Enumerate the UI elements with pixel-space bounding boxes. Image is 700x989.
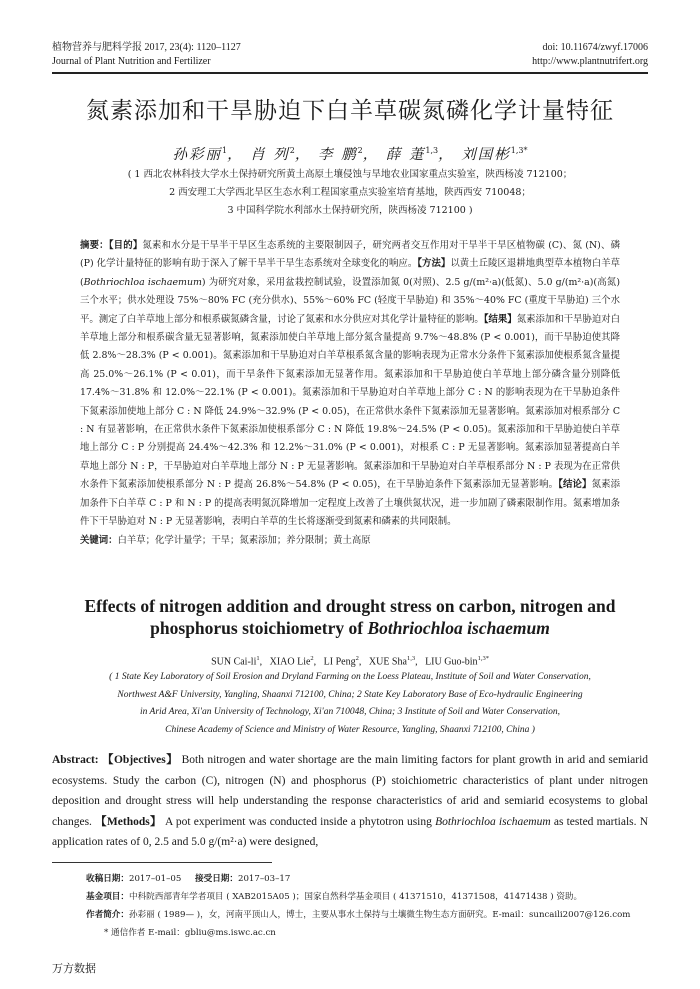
objective-label: 【目的】 bbox=[108, 240, 143, 251]
author-sup: 1,3* bbox=[510, 146, 528, 156]
fund-label: 基金项目： bbox=[86, 892, 129, 902]
abstract-label: 摘要： bbox=[80, 240, 109, 251]
footer-watermark: 万方数据 bbox=[52, 962, 96, 975]
methods-text: as tested martials. N application rates of 0, 2.5 and 5.0 g/(m²·a) were designed, bbox=[52, 815, 649, 848]
author-zh: 肖 列 bbox=[250, 147, 290, 163]
method-label: 【方法】 bbox=[417, 258, 451, 270]
journal-citation-zh: 植物营养与肥料学报 2017, 23(4): 1120–1127 bbox=[52, 42, 241, 53]
author-sup: 2 bbox=[310, 655, 314, 662]
author-zh: 孙彩丽 bbox=[172, 147, 222, 163]
fund-text: 中科院西部青年学者项目 ( XAB2015A05 )；国家自然科学基金项目 ( 41371510，41371508，41471438 ) 资助。 bbox=[128, 892, 583, 902]
accepted-date: 2017–03–17 bbox=[237, 874, 291, 884]
author-en: SUN Cai-li bbox=[211, 656, 257, 668]
affiliation-line: Chinese Academy of Science and Ministry of Water Resource, Yangling, Shaanxi 712100, China ) bbox=[165, 724, 535, 735]
title-en bbox=[60, 595, 640, 639]
doi[interactable]: doi: 10.11674/zwyf.17006 bbox=[542, 42, 648, 53]
title-zh: 氮素添加和干旱胁迫下白羊草碳氮磷化学计量特征 bbox=[86, 98, 614, 124]
affiliations-en bbox=[60, 669, 640, 739]
author-en: LI Peng bbox=[323, 656, 356, 668]
title-en-line bbox=[60, 617, 640, 639]
affiliation-line: in Arid Area, Xi'an University of Technology, Xi'an 710048, China; 3 Institute of Soil and Water Conservation, bbox=[139, 707, 561, 717]
affiliation-line: ( 1 State Key Laboratory of Soil Erosion and Dryland Farming on the Loess Plateau, Institute of Soil and Water Conservation, bbox=[109, 672, 591, 682]
author-en: XUE Sha bbox=[368, 656, 407, 668]
authors-en: SUN Cai-$li^1$, XIAO Lie$^2$, LI Peng$^2$, XUE Sha$^{1,3}$, LIU Guo-bin$^{1,3*}$ bbox=[211, 655, 489, 668]
method-text: ) 为研究对象，采用盆栽控制试验，设置添加氮 0(对照)、2.5 g/(m²·a)(低氮)、5.0 g/(m²·a)(高氮) 三个水平；供水处理设 75%～80% FC (充分供水)、55%～60% FC (轻度干旱胁迫) 和 35%～40% FC (重度干旱胁迫) 三个水平。测定了白羊草地上部分和根系碳氮磷含量，讨论了氮素和水分供应对其化学计量特征的影响。 bbox=[80, 276, 620, 325]
method-text: 以黄土丘陵区退耕地典型草本植物白羊草 ( bbox=[80, 258, 620, 288]
author-en: LIU Guo-bin bbox=[425, 656, 478, 668]
journal-url[interactable]: http://www.plantnutrifert.org bbox=[532, 56, 648, 67]
methods-label: 【Methods】 bbox=[95, 815, 162, 828]
author-info-line bbox=[86, 906, 648, 924]
species-name: Bothriochloa ischaemum bbox=[435, 815, 551, 828]
author-info-label: 作者简介： bbox=[86, 910, 129, 920]
received-date: 2017–01–05 bbox=[128, 874, 182, 884]
affiliation-line: Northwest A&F University, Yangling, Shaanxi 712100, China; 2 State Key Laboratory Base of Eco-hydraulic Engineering bbox=[117, 689, 583, 700]
author-sup: 2 bbox=[355, 655, 359, 662]
author-sup: 1,3 bbox=[406, 655, 416, 662]
abstract-en bbox=[52, 750, 648, 853]
dates-line bbox=[86, 870, 648, 888]
author-info-text: 孙彩丽 ( 1989— )，女，河南平顶山人，博士，主要从事水土保持与土壤微生物生态方面研究。E-mail：suncaili2007@126.com bbox=[128, 910, 631, 920]
author-sup: 1 bbox=[256, 655, 260, 662]
title-en-part: phosphorus stoichiometry of bbox=[150, 618, 368, 638]
keywords-label: 关键词： bbox=[80, 534, 118, 546]
keywords-text: 白羊草；化学计量学；干旱；氮素添加；养分限制；黄土高原 bbox=[117, 534, 371, 546]
corresponding-line: * 通信作者 E-mail：gbliu@ms.iswc.ac.cn bbox=[104, 928, 276, 938]
authors-zh: 孙彩丽$^1$， 肖 列$^2$， 李 鹏$^2$， 薛 萐$^{1,3}$， 刘国彬$^{1,3*}$ bbox=[172, 146, 528, 163]
conclusion-label: 【结论】 bbox=[558, 479, 592, 491]
author-sup: 1 bbox=[221, 146, 228, 156]
result-label: 【结果】 bbox=[483, 313, 517, 325]
author-en: XIAO Lie bbox=[269, 656, 311, 668]
abstract-label: Abstract: bbox=[52, 754, 99, 766]
affiliation-line: 2 西安理工大学西北旱区生态水利工程国家重点实验室培育基地，陕西西安 710048； bbox=[169, 187, 531, 198]
author-zh: 刘国彬 bbox=[461, 147, 511, 163]
author-sup: 2 bbox=[357, 146, 363, 156]
conclusion-text: 氮素添加条件下白羊草 C : P 和 N : P 的提高表明氮沉降增加一定程度上改善了土壤供氮状况，进一步加剧了磷素限制作用。氮素增加条件下干旱胁迫对 N : P 无显著影响，表明白羊草的生长将逐渐受到氮素和磷素的共同限制。 bbox=[80, 479, 620, 528]
affiliation-line: 3 中国科学院水利部水土保持研究所，陕西杨凌 712100 ) bbox=[227, 205, 473, 216]
abstract-zh-body bbox=[80, 237, 620, 532]
species-name: Bothriochloa ischaemum bbox=[83, 276, 202, 288]
author-sup: 2 bbox=[289, 146, 295, 156]
objective-text: 氮素和水分是干旱半干旱区生态系统的主要限制因子，研究两者交互作用对干旱半干旱区植物碳 (C)、氮 (N)、磷 (P) 化学计量特征的影响有助于深入了解干旱半干旱生态系统对全球变化的响应。 bbox=[80, 240, 620, 270]
title-en-species: Bothriochloa ischaemum bbox=[367, 618, 550, 638]
methods-text: A pot experiment was conducted inside a phytotron using bbox=[165, 815, 436, 828]
fund-line bbox=[86, 888, 648, 906]
accepted-label: 接受日期： bbox=[195, 874, 238, 884]
author-sup: 1,3* bbox=[477, 655, 489, 662]
received-label: 收稿日期： bbox=[86, 874, 129, 884]
objectives-text: Both nitrogen and water shortage are the main limiting factors for plant growth in arid and semiarid ecosystems. Study the carbon (C), nitrogen (N) and phosphorus (P) stoichiometric characteristics of plant under nitrogen deposition and drought stress will help understanding the response characteristics of arid and semiarid ecosystems to global changes. bbox=[52, 754, 649, 828]
journal-name-en: Journal of Plant Nutrition and Fertilizer bbox=[52, 56, 211, 67]
footnote-rule bbox=[52, 862, 272, 863]
affiliations-zh bbox=[40, 166, 660, 220]
header-rule bbox=[52, 72, 648, 74]
author-sup: 1,3 bbox=[425, 146, 439, 156]
author-zh: 李 鹏 bbox=[318, 147, 358, 163]
keywords-zh bbox=[80, 532, 620, 550]
author-zh: 薛 萐 bbox=[385, 147, 426, 163]
affiliation-line: ( 1 西北农林科技大学水土保持研究所黄土高原土壤侵蚀与旱地农业国家重点实验室，陕西杨凌 712100； bbox=[127, 169, 573, 180]
title-en-line: Effects of nitrogen addition and drought stress on carbon, nitrogen and bbox=[84, 596, 616, 616]
result-text: 氮素添加和干旱胁迫对白羊草地上部分和根系碳含量无显著影响，氮素添加使白羊草地上部分氮含量提高 9.7%～48.8% (P < 0.001)，而干旱胁迫使其降低 2.8%～28.3% (P < 0.001)。氮素添加和干旱胁迫对白羊草根系氮含量的影响表现为正常水分条件下氮素添加使根系氮含量提高 25.0%～26.1% (P < 0.01)，而干旱条件下氮素添加无显著作用。氮素添加和干旱胁迫使白羊草地上部分磷含量分别降低 17.4%～31.8% 和 12.0%～22.1% (P < 0.001)。氮素添加和干旱胁迫对白羊草地上部分 C : N 的影响表现为在干旱胁迫条件下氮素添加使地上部分 C : N 降低 24.9%～32.9% (P < 0.05)，在正常供水条件下氮素添加无显著影响。氮素添加对根系部分 C : N 有显著影响，在正常供水条件下氮素添加使根系部分 C : N 降低 19.8%～24.5% (P < 0.05)。氮素添加和干旱胁迫使白羊草地上部分 C : P 分别提高 24.4%～42.3% 和 12.2%～31.0% (P < 0.001)，对根系 C : P 无显著影响。氮素添加显著提高白羊草地上部分 N : P，干旱胁迫对白羊草地上部分 N : P 无显著影响。氮素添加和干旱胁迫对白羊草根系部分 N : P 表现为在正常供水条件下氮素添加使根系部分 N : P 提高 26.8%～54.8% (P < 0.05)，在干旱胁迫条件下氮素添加无显著影响。 bbox=[80, 313, 620, 491]
abstract-zh bbox=[80, 237, 620, 550]
objectives-label: 【Objectives】 bbox=[102, 754, 179, 766]
footnotes bbox=[86, 870, 648, 942]
abstract-en-body bbox=[52, 750, 648, 853]
